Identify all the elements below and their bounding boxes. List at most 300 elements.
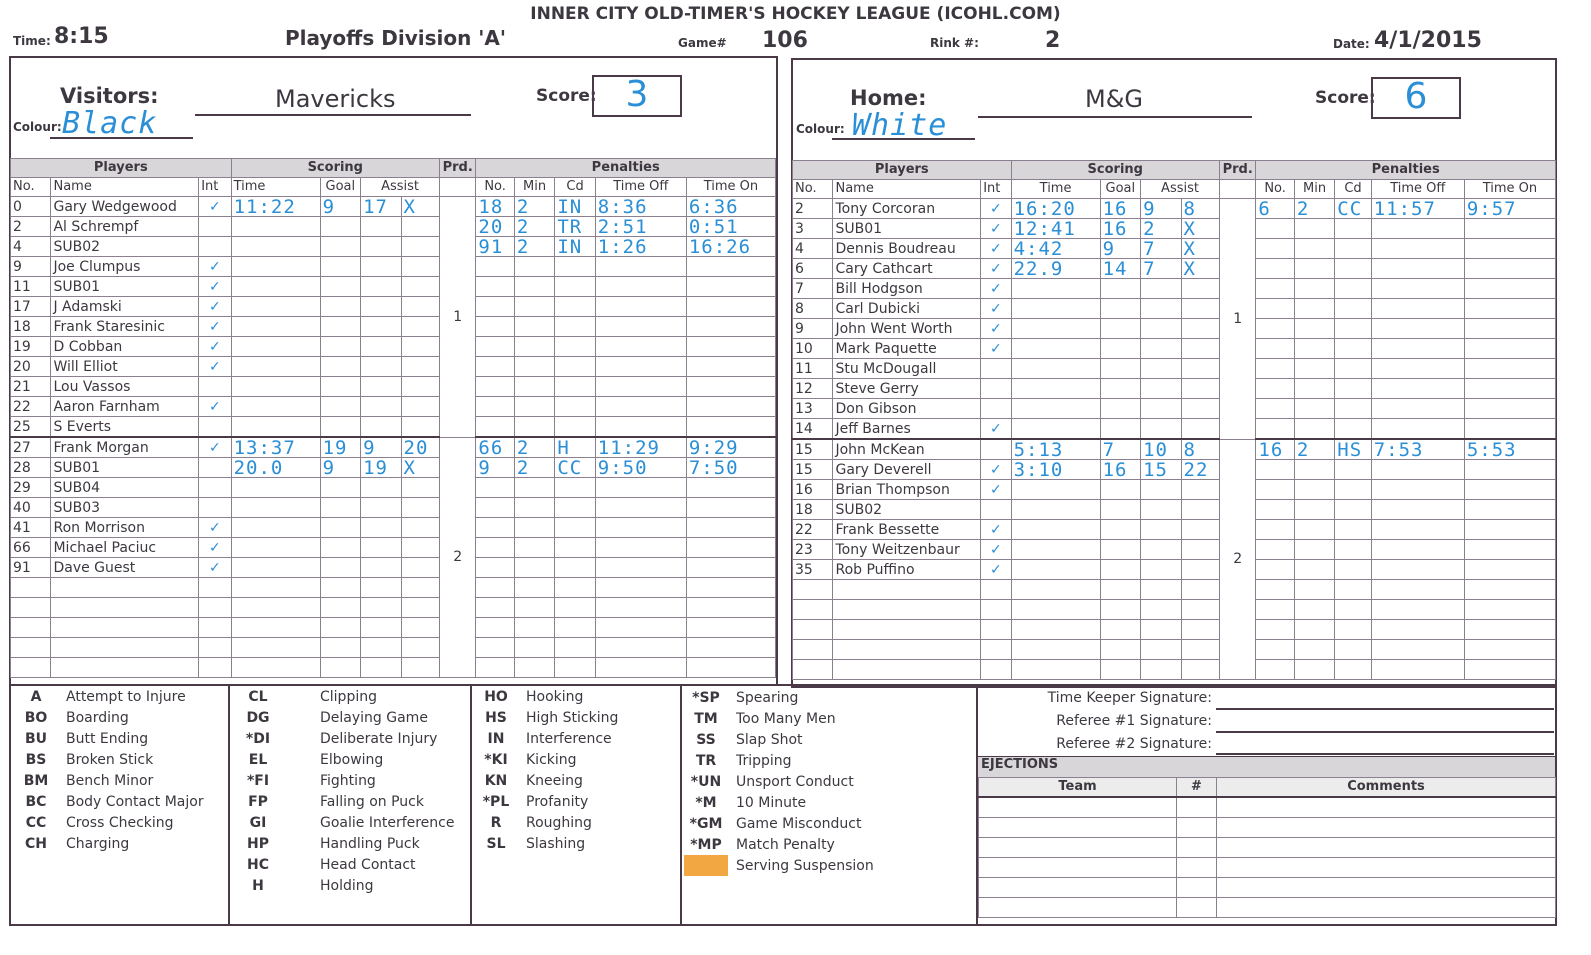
penalty-code[interactable] [555, 518, 595, 538]
penalty-time-off[interactable] [595, 618, 686, 638]
goal-time[interactable] [1011, 580, 1100, 600]
penalty-min[interactable]: 2 [1294, 439, 1334, 460]
penalty-no[interactable] [1256, 540, 1294, 560]
goal-scorer[interactable] [1100, 560, 1140, 580]
penalty-min[interactable] [1294, 500, 1334, 520]
ejection-team-cell[interactable] [979, 838, 1177, 858]
penalty-min[interactable]: 2 [514, 197, 554, 217]
penalty-time-on[interactable] [1464, 339, 1555, 359]
assist-2[interactable] [1181, 359, 1219, 379]
timekeeper-signature-line[interactable] [1216, 708, 1554, 710]
assist-1[interactable] [1141, 640, 1181, 660]
penalty-no[interactable] [476, 357, 514, 377]
penalty-min[interactable] [514, 377, 554, 397]
penalty-no[interactable] [1256, 520, 1294, 540]
penalty-min[interactable] [1294, 620, 1334, 640]
goal-scorer[interactable]: 9 [320, 458, 360, 478]
player-no[interactable]: 3 [793, 219, 833, 239]
player-no[interactable]: 23 [793, 540, 833, 560]
assist-2[interactable] [401, 658, 439, 678]
penalty-no[interactable] [1256, 299, 1294, 319]
assist-2[interactable] [401, 578, 439, 598]
goal-time[interactable] [231, 277, 320, 297]
goal-time[interactable] [1011, 359, 1100, 379]
goal-scorer[interactable] [1100, 500, 1140, 520]
player-int[interactable] [981, 660, 1011, 680]
penalty-code[interactable] [555, 578, 595, 598]
penalty-min[interactable] [1294, 279, 1334, 299]
player-name[interactable]: Carl Dubicki [833, 299, 981, 319]
assist-1[interactable] [361, 317, 401, 337]
penalty-time-off[interactable] [1371, 239, 1464, 259]
player-int[interactable] [199, 237, 231, 257]
penalty-time-off[interactable] [1371, 560, 1464, 580]
penalty-min[interactable] [514, 417, 554, 438]
penalty-min[interactable] [1294, 359, 1334, 379]
player-name[interactable]: Jeff Barnes [833, 419, 981, 440]
player-no[interactable]: 18 [11, 317, 51, 337]
assist-2[interactable] [1181, 620, 1219, 640]
player-no[interactable] [793, 640, 833, 660]
player-int[interactable]: ✓ [981, 239, 1011, 259]
penalty-no[interactable] [1256, 359, 1294, 379]
player-no[interactable] [11, 638, 51, 658]
assist-1[interactable] [1141, 359, 1181, 379]
goal-time[interactable] [1011, 640, 1100, 660]
penalty-time-off[interactable]: 2:51 [595, 217, 686, 237]
goal-time[interactable] [231, 638, 320, 658]
penalty-min[interactable] [1294, 259, 1334, 279]
penalty-time-off[interactable] [1371, 379, 1464, 399]
penalty-code[interactable] [555, 538, 595, 558]
player-name[interactable]: Dennis Boudreau [833, 239, 981, 259]
player-int[interactable] [981, 439, 1011, 460]
penalty-time-on[interactable] [686, 558, 775, 578]
assist-2[interactable] [401, 638, 439, 658]
penalty-time-off[interactable] [1371, 540, 1464, 560]
goal-time[interactable]: 3:10 [1011, 460, 1100, 480]
player-name[interactable] [51, 638, 199, 658]
assist-2[interactable] [1181, 279, 1219, 299]
goal-scorer[interactable] [1100, 319, 1140, 339]
assist-2[interactable] [401, 277, 439, 297]
penalty-time-off[interactable]: 9:50 [595, 458, 686, 478]
penalty-no[interactable] [1256, 279, 1294, 299]
goal-scorer[interactable] [320, 618, 360, 638]
player-int[interactable]: ✓ [199, 437, 231, 458]
penalty-no[interactable] [1256, 460, 1294, 480]
penalty-min[interactable] [514, 257, 554, 277]
player-no[interactable]: 20 [11, 357, 51, 377]
player-int[interactable]: ✓ [199, 317, 231, 337]
penalty-code[interactable] [1335, 660, 1371, 680]
goal-time[interactable] [231, 558, 320, 578]
goal-scorer[interactable] [320, 397, 360, 417]
penalty-time-on[interactable] [686, 397, 775, 417]
penalty-time-off[interactable]: 8:36 [595, 197, 686, 217]
player-name[interactable]: Tony Corcoran [833, 199, 981, 219]
player-name[interactable]: Ron Morrison [51, 518, 199, 538]
penalty-min[interactable] [1294, 580, 1334, 600]
penalty-code[interactable] [555, 478, 595, 498]
penalty-time-on[interactable] [1464, 540, 1555, 560]
ejection-team-cell[interactable] [979, 818, 1177, 838]
assist-1[interactable] [1141, 399, 1181, 419]
player-name[interactable] [833, 640, 981, 660]
player-name[interactable]: Steve Gerry [833, 379, 981, 399]
goal-time[interactable]: 16:20 [1011, 199, 1100, 219]
player-name[interactable]: SUB04 [51, 478, 199, 498]
penalty-time-on[interactable] [1464, 259, 1555, 279]
penalty-time-on[interactable] [686, 297, 775, 317]
penalty-time-on[interactable] [1464, 460, 1555, 480]
assist-2[interactable] [401, 558, 439, 578]
player-int[interactable] [199, 658, 231, 678]
penalty-no[interactable] [1256, 319, 1294, 339]
penalty-time-on[interactable] [686, 257, 775, 277]
penalty-min[interactable] [1294, 660, 1334, 680]
assist-2[interactable]: 8 [1181, 439, 1219, 460]
penalty-time-off[interactable] [595, 317, 686, 337]
goal-time[interactable] [231, 498, 320, 518]
penalty-time-off[interactable] [595, 417, 686, 438]
player-int[interactable]: ✓ [981, 199, 1011, 219]
ejection-number-cell[interactable] [1177, 898, 1217, 918]
goal-scorer[interactable] [1100, 379, 1140, 399]
goal-time[interactable]: 20.0 [231, 458, 320, 478]
player-name[interactable] [833, 600, 981, 620]
penalty-min[interactable] [1294, 460, 1334, 480]
goal-scorer[interactable] [320, 257, 360, 277]
player-name[interactable]: Rob Puffino [833, 560, 981, 580]
penalty-no[interactable] [476, 397, 514, 417]
ejection-team-cell[interactable] [979, 858, 1177, 878]
penalty-min[interactable]: 2 [514, 217, 554, 237]
player-int[interactable]: ✓ [199, 397, 231, 417]
penalty-time-on[interactable]: 7:50 [686, 458, 775, 478]
assist-1[interactable] [361, 377, 401, 397]
penalty-no[interactable] [1256, 660, 1294, 680]
goal-time[interactable] [231, 297, 320, 317]
penalty-code[interactable] [555, 357, 595, 377]
goal-time[interactable] [231, 257, 320, 277]
goal-time[interactable] [1011, 419, 1100, 440]
referee2-signature-line[interactable] [1216, 753, 1554, 755]
player-name[interactable]: SUB01 [51, 458, 199, 478]
assist-2[interactable] [401, 297, 439, 317]
penalty-time-on[interactable] [686, 498, 775, 518]
goal-time[interactable] [231, 538, 320, 558]
goal-scorer[interactable]: 14 [1100, 259, 1140, 279]
ejection-number-cell[interactable] [1177, 797, 1217, 818]
penalty-min[interactable] [1294, 480, 1334, 500]
referee1-signature-line[interactable] [1216, 731, 1554, 733]
assist-2[interactable] [401, 337, 439, 357]
assist-1[interactable] [1141, 279, 1181, 299]
goal-scorer[interactable] [320, 498, 360, 518]
goal-scorer[interactable] [320, 478, 360, 498]
penalty-min[interactable] [1294, 379, 1334, 399]
player-no[interactable]: 9 [793, 319, 833, 339]
assist-1[interactable] [1141, 660, 1181, 680]
player-no[interactable]: 22 [793, 520, 833, 540]
penalty-code[interactable] [1335, 299, 1371, 319]
player-int[interactable] [981, 580, 1011, 600]
penalty-time-off[interactable] [1371, 339, 1464, 359]
penalty-min[interactable]: 2 [1294, 199, 1334, 219]
goal-scorer[interactable] [1100, 419, 1140, 440]
player-int[interactable] [981, 640, 1011, 660]
player-int[interactable] [981, 620, 1011, 640]
player-name[interactable]: Mark Paquette [833, 339, 981, 359]
goal-time[interactable] [1011, 399, 1100, 419]
player-name[interactable] [51, 598, 199, 618]
ejection-team-cell[interactable] [979, 797, 1177, 818]
player-name[interactable] [51, 618, 199, 638]
player-int[interactable]: ✓ [199, 558, 231, 578]
player-int[interactable] [199, 498, 231, 518]
goal-scorer[interactable] [1100, 339, 1140, 359]
penalty-time-off[interactable] [1371, 399, 1464, 419]
penalty-code[interactable] [1335, 480, 1371, 500]
penalty-time-off[interactable]: 1:26 [595, 237, 686, 257]
goal-scorer[interactable] [320, 638, 360, 658]
player-name[interactable]: Lou Vassos [51, 377, 199, 397]
assist-1[interactable]: 2 [1141, 219, 1181, 239]
player-no[interactable]: 29 [11, 478, 51, 498]
assist-1[interactable] [361, 217, 401, 237]
penalty-time-on[interactable] [686, 357, 775, 377]
assist-1[interactable] [1141, 339, 1181, 359]
player-no[interactable]: 2 [11, 217, 51, 237]
penalty-no[interactable] [476, 518, 514, 538]
penalty-no[interactable] [476, 498, 514, 518]
penalty-code[interactable]: CC [1335, 199, 1371, 219]
penalty-min[interactable] [514, 558, 554, 578]
goal-scorer[interactable] [320, 237, 360, 257]
assist-2[interactable] [401, 377, 439, 397]
player-no[interactable]: 17 [11, 297, 51, 317]
player-no[interactable]: 11 [11, 277, 51, 297]
goal-time[interactable] [1011, 620, 1100, 640]
goal-scorer[interactable]: 19 [320, 437, 360, 458]
penalty-code[interactable] [555, 257, 595, 277]
penalty-time-off[interactable]: 11:57 [1371, 199, 1464, 219]
goal-time[interactable] [231, 417, 320, 438]
assist-1[interactable] [1141, 500, 1181, 520]
player-name[interactable]: Brian Thompson [833, 480, 981, 500]
ejection-number-cell[interactable] [1177, 858, 1217, 878]
penalty-time-off[interactable] [595, 397, 686, 417]
penalty-no[interactable] [1256, 339, 1294, 359]
penalty-code[interactable] [1335, 560, 1371, 580]
assist-2[interactable] [1181, 299, 1219, 319]
goal-scorer[interactable] [1100, 279, 1140, 299]
player-no[interactable]: 8 [793, 299, 833, 319]
penalty-time-off[interactable] [1371, 359, 1464, 379]
penalty-time-on[interactable] [686, 638, 775, 658]
assist-1[interactable] [1141, 620, 1181, 640]
player-int[interactable]: ✓ [981, 540, 1011, 560]
goal-time[interactable] [231, 337, 320, 357]
penalty-time-off[interactable] [595, 277, 686, 297]
player-no[interactable]: 4 [11, 237, 51, 257]
penalty-no[interactable] [476, 337, 514, 357]
penalty-no[interactable]: 18 [476, 197, 514, 217]
assist-2[interactable] [1181, 500, 1219, 520]
penalty-min[interactable] [1294, 419, 1334, 440]
penalty-min[interactable] [1294, 319, 1334, 339]
player-no[interactable]: 19 [11, 337, 51, 357]
assist-1[interactable] [361, 478, 401, 498]
assist-2[interactable] [1181, 480, 1219, 500]
player-no[interactable] [11, 598, 51, 618]
player-int[interactable]: ✓ [981, 259, 1011, 279]
player-no[interactable] [793, 580, 833, 600]
assist-2[interactable] [401, 397, 439, 417]
goal-time[interactable] [1011, 379, 1100, 399]
penalty-no[interactable] [1256, 600, 1294, 620]
goal-time[interactable] [231, 217, 320, 237]
penalty-code[interactable] [555, 337, 595, 357]
assist-1[interactable] [361, 337, 401, 357]
player-int[interactable] [981, 500, 1011, 520]
player-no[interactable]: 35 [793, 560, 833, 580]
penalty-min[interactable] [1294, 239, 1334, 259]
penalty-min[interactable] [514, 498, 554, 518]
goal-scorer[interactable] [1100, 399, 1140, 419]
penalty-no[interactable] [476, 638, 514, 658]
assist-1[interactable] [361, 417, 401, 438]
penalty-time-off[interactable] [595, 377, 686, 397]
assist-1[interactable] [361, 277, 401, 297]
player-no[interactable]: 0 [11, 197, 51, 217]
assist-2[interactable] [401, 478, 439, 498]
penalty-min[interactable] [1294, 540, 1334, 560]
penalty-time-off[interactable] [1371, 640, 1464, 660]
assist-1[interactable]: 19 [361, 458, 401, 478]
player-no[interactable]: 16 [793, 480, 833, 500]
player-name[interactable]: Al Schrempf [51, 217, 199, 237]
player-no[interactable]: 25 [11, 417, 51, 438]
penalty-code[interactable] [1335, 419, 1371, 440]
penalty-min[interactable] [514, 317, 554, 337]
player-int[interactable] [199, 578, 231, 598]
goal-scorer[interactable] [1100, 580, 1140, 600]
assist-2[interactable]: 22 [1181, 460, 1219, 480]
penalty-code[interactable] [555, 317, 595, 337]
player-int[interactable] [199, 458, 231, 478]
player-int[interactable]: ✓ [199, 197, 231, 217]
goal-scorer[interactable] [320, 518, 360, 538]
penalty-code[interactable] [555, 618, 595, 638]
penalty-time-off[interactable]: 7:53 [1371, 439, 1464, 460]
assist-2[interactable] [1181, 419, 1219, 440]
penalty-time-off[interactable] [1371, 419, 1464, 440]
penalty-code[interactable] [555, 638, 595, 658]
goal-scorer[interactable] [320, 417, 360, 438]
goal-time[interactable] [231, 377, 320, 397]
penalty-time-off[interactable] [1371, 500, 1464, 520]
player-no[interactable]: 7 [793, 279, 833, 299]
goal-time[interactable]: 13:37 [231, 437, 320, 458]
player-name[interactable]: SUB03 [51, 498, 199, 518]
penalty-time-off[interactable] [595, 658, 686, 678]
penalty-no[interactable]: 20 [476, 217, 514, 237]
goal-scorer[interactable] [1100, 480, 1140, 500]
player-name[interactable]: Will Elliot [51, 357, 199, 377]
player-no[interactable]: 12 [793, 379, 833, 399]
penalty-no[interactable] [476, 598, 514, 618]
penalty-time-on[interactable] [686, 518, 775, 538]
penalty-min[interactable] [1294, 399, 1334, 419]
goal-scorer[interactable] [320, 578, 360, 598]
ejection-comment-cell[interactable] [1217, 797, 1556, 818]
penalty-no[interactable] [476, 417, 514, 438]
assist-1[interactable] [361, 638, 401, 658]
penalty-code[interactable] [1335, 379, 1371, 399]
assist-2[interactable] [401, 237, 439, 257]
goal-time[interactable] [1011, 319, 1100, 339]
player-name[interactable]: Gary Deverell [833, 460, 981, 480]
assist-2[interactable] [401, 518, 439, 538]
penalty-min[interactable] [514, 337, 554, 357]
assist-1[interactable] [361, 658, 401, 678]
penalty-no[interactable] [1256, 239, 1294, 259]
penalty-time-off[interactable] [595, 538, 686, 558]
goal-time[interactable] [1011, 560, 1100, 580]
penalty-code[interactable] [1335, 219, 1371, 239]
goal-time[interactable] [1011, 480, 1100, 500]
penalty-no[interactable] [1256, 379, 1294, 399]
goal-scorer[interactable]: 16 [1100, 219, 1140, 239]
assist-1[interactable] [1141, 419, 1181, 440]
ejection-team-cell[interactable] [979, 878, 1177, 898]
penalty-no[interactable] [1256, 560, 1294, 580]
assist-1[interactable]: 9 [1141, 199, 1181, 219]
penalty-code[interactable]: IN [555, 197, 595, 217]
penalty-code[interactable] [1335, 640, 1371, 660]
penalty-min[interactable] [514, 638, 554, 658]
ejection-comment-cell[interactable] [1217, 818, 1556, 838]
player-no[interactable]: 11 [793, 359, 833, 379]
assist-1[interactable] [1141, 379, 1181, 399]
player-no[interactable]: 2 [793, 199, 833, 219]
assist-1[interactable] [361, 297, 401, 317]
player-no[interactable]: 14 [793, 419, 833, 440]
penalty-code[interactable] [1335, 319, 1371, 339]
player-name[interactable]: SUB01 [51, 277, 199, 297]
penalty-min[interactable] [1294, 640, 1334, 660]
assist-1[interactable] [361, 538, 401, 558]
assist-2[interactable] [401, 417, 439, 438]
penalty-code[interactable] [1335, 239, 1371, 259]
ejection-number-cell[interactable] [1177, 838, 1217, 858]
goal-time[interactable] [231, 317, 320, 337]
penalty-no[interactable] [1256, 480, 1294, 500]
penalty-time-on[interactable] [686, 277, 775, 297]
penalty-min[interactable] [514, 277, 554, 297]
player-int[interactable]: ✓ [981, 339, 1011, 359]
penalty-no[interactable] [476, 297, 514, 317]
assist-1[interactable]: 9 [361, 437, 401, 458]
penalty-time-on[interactable] [1464, 500, 1555, 520]
penalty-time-on[interactable] [1464, 359, 1555, 379]
assist-1[interactable] [361, 598, 401, 618]
player-name[interactable]: D Cobban [51, 337, 199, 357]
player-int[interactable]: ✓ [199, 538, 231, 558]
assist-2[interactable]: X [401, 458, 439, 478]
